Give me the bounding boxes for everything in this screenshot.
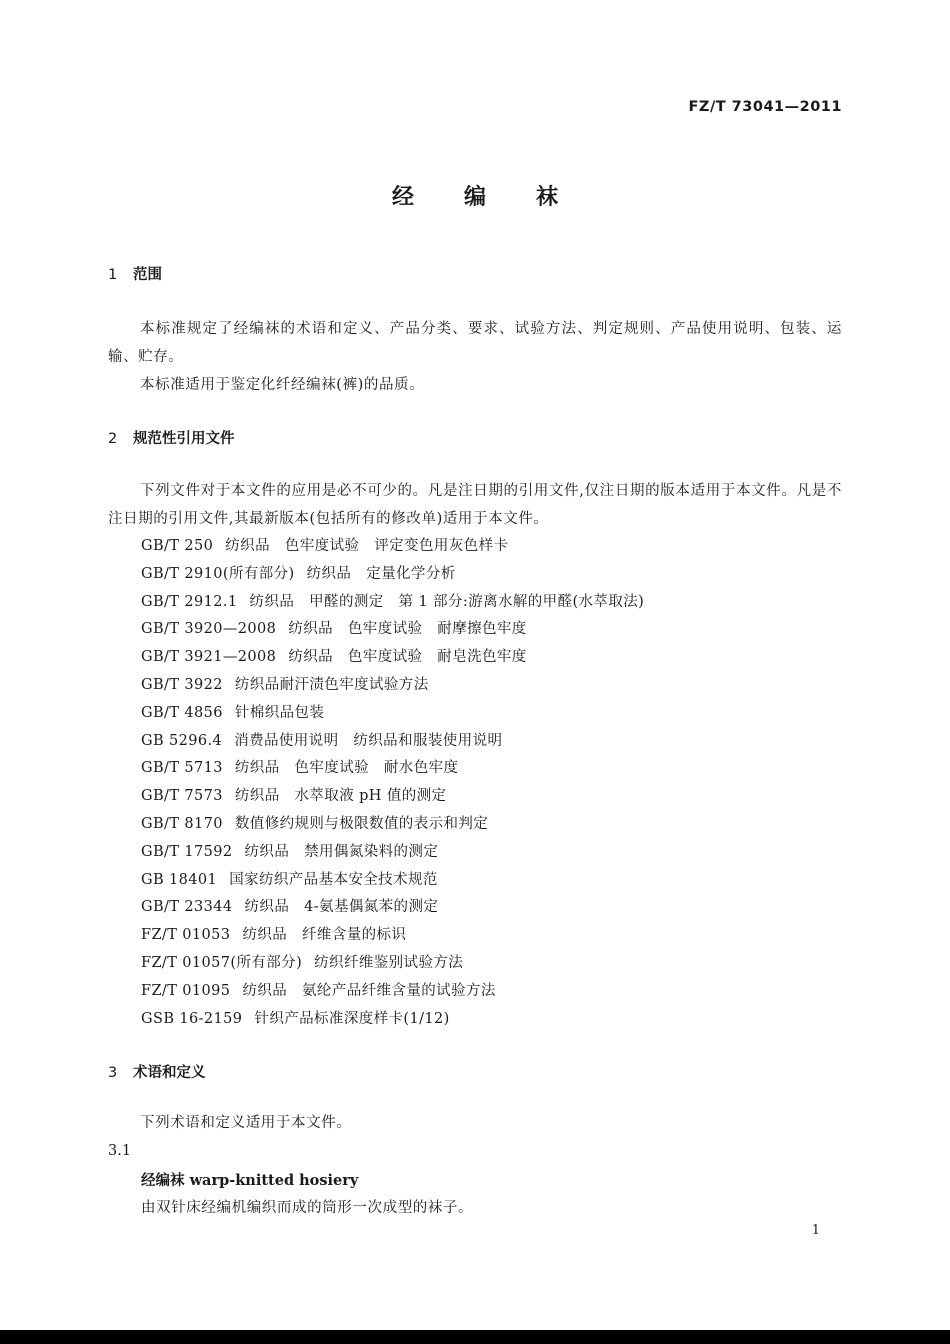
section-title: 术语和定义 (133, 1065, 206, 1081)
reference-code: FZ/T 01057(所有部分) (141, 954, 303, 971)
reference-item (141, 1006, 644, 1034)
reference-item (141, 755, 644, 783)
section-1-paragraph-1: 本标准规定了经编袜的术语和定义、产品分类、要求、试验方法、判定规则、产品使用说明、包装、运输、贮存。 (108, 321, 842, 365)
reference-item (141, 867, 644, 895)
reference-title: 纺织品 氨纶产品纤维含量的试验方法 (242, 982, 496, 999)
reference-title: 纺织品耐汗渍色牢度试验方法 (234, 676, 429, 693)
reference-code: GB/T 8170 (141, 815, 223, 832)
reference-code: GB/T 3922 (141, 676, 223, 693)
section-3-intro: 下列术语和定义适用于本文件。 (140, 1115, 352, 1131)
reference-title: 纺织品 甲醛的测定 第 1 部分:游离水解的甲醛(水萃取法) (249, 593, 645, 610)
reference-item (141, 978, 644, 1006)
reference-title: 纺织品 色牢度试验 耐摩擦色牢度 (288, 621, 527, 638)
reference-title: 消费品使用说明 纺织品和服装使用说明 (234, 732, 503, 749)
reference-title: 纺织品 色牢度试验 评定变色用灰色样卡 (225, 538, 509, 554)
clause-number: 3.1 (108, 1143, 132, 1159)
reference-code: GB/T 2910(所有部分) (141, 565, 295, 582)
reference-item (141, 644, 644, 672)
reference-title: 针织产品标准深度样卡(1/12) (254, 1010, 450, 1027)
term-definition: 由双针床经编机编织而成的筒形一次成型的袜子。 (141, 1200, 474, 1216)
term-english: warp-knitted hosiery (189, 1172, 359, 1189)
reference-item (141, 589, 644, 617)
page-number: 1 (811, 1223, 820, 1238)
reference-title: 纺织品 禁用偶氮染料的测定 (244, 843, 439, 860)
reference-code: GB/T 3921—2008 (141, 649, 277, 666)
reference-code: GB 5296.4 (141, 732, 223, 749)
reference-code: GB 18401 (141, 871, 218, 888)
section-number: 3 (108, 1065, 118, 1081)
section-title: 规范性引用文件 (133, 431, 235, 447)
reference-item (141, 616, 644, 644)
reference-item (141, 894, 644, 922)
reference-title: 纺织品 色牢度试验 耐水色牢度 (234, 760, 459, 777)
reference-item (141, 811, 644, 839)
reference-title: 数值修约规则与极限数值的表示和判定 (234, 815, 489, 832)
reference-code: GSB 16-2159 (141, 1010, 243, 1027)
reference-item (141, 700, 644, 728)
section-number: 2 (108, 431, 118, 447)
reference-code: GB/T 5713 (141, 760, 223, 777)
section-title: 范围 (133, 267, 162, 283)
reference-title: 纺织品 4-氨基偶氮苯的测定 (244, 899, 439, 916)
section-2-intro: 下列文件对于本文件的应用是必不可少的。凡是注日期的引用文件,仅注日期的版本适用于本文件。凡是不注日期的引用文件,其最新版本(包括所有的修改单)适用于本文件。 (108, 483, 842, 527)
section-3-heading (108, 1061, 206, 1082)
reference-item (141, 561, 644, 589)
bottom-border (0, 1330, 950, 1344)
document-title: 经编袜 (391, 185, 608, 210)
section-2-heading (108, 427, 235, 448)
reference-item (141, 950, 644, 978)
reference-code: GB/T 3920—2008 (141, 621, 277, 638)
reference-item (141, 839, 644, 867)
reference-title: 纺织品 纤维含量的标识 (242, 927, 407, 944)
section-1-heading (108, 263, 162, 284)
reference-item (141, 728, 644, 756)
term-entry (141, 1169, 358, 1190)
reference-item (141, 783, 644, 811)
reference-code: GB/T 17592 (141, 843, 233, 860)
reference-code: FZ/T 01095 (141, 982, 231, 999)
reference-title: 纺织品 色牢度试验 耐皂洗色牢度 (288, 649, 527, 666)
reference-title: 针棉织品包装 (234, 704, 325, 721)
reference-code: GB/T 250 (141, 538, 214, 554)
reference-code: GB/T 7573 (141, 788, 223, 805)
reference-code: GB/T 2912.1 (141, 593, 238, 610)
term-chinese: 经编袜 (141, 1173, 185, 1189)
reference-title: 纺织品 定量化学分析 (306, 565, 456, 582)
section-1-paragraph-2: 本标准适用于鉴定化纤经编袜(裤)的品质。 (140, 377, 425, 393)
reference-item (141, 533, 644, 561)
section-number: 1 (108, 267, 118, 283)
reference-title: 纺织品 水萃取液 pH 值的测定 (234, 788, 447, 805)
standard-number: FZ/T 73041—2011 (688, 99, 842, 115)
reference-item (141, 922, 644, 950)
reference-item (141, 672, 644, 700)
reference-code: FZ/T 01053 (141, 927, 231, 944)
reference-list (141, 533, 644, 1033)
reference-code: GB/T 4856 (141, 704, 223, 721)
reference-title: 纺织纤维鉴别试验方法 (314, 954, 464, 971)
reference-code: GB/T 23344 (141, 899, 233, 916)
reference-title: 国家纺织产品基本安全技术规范 (229, 871, 438, 888)
